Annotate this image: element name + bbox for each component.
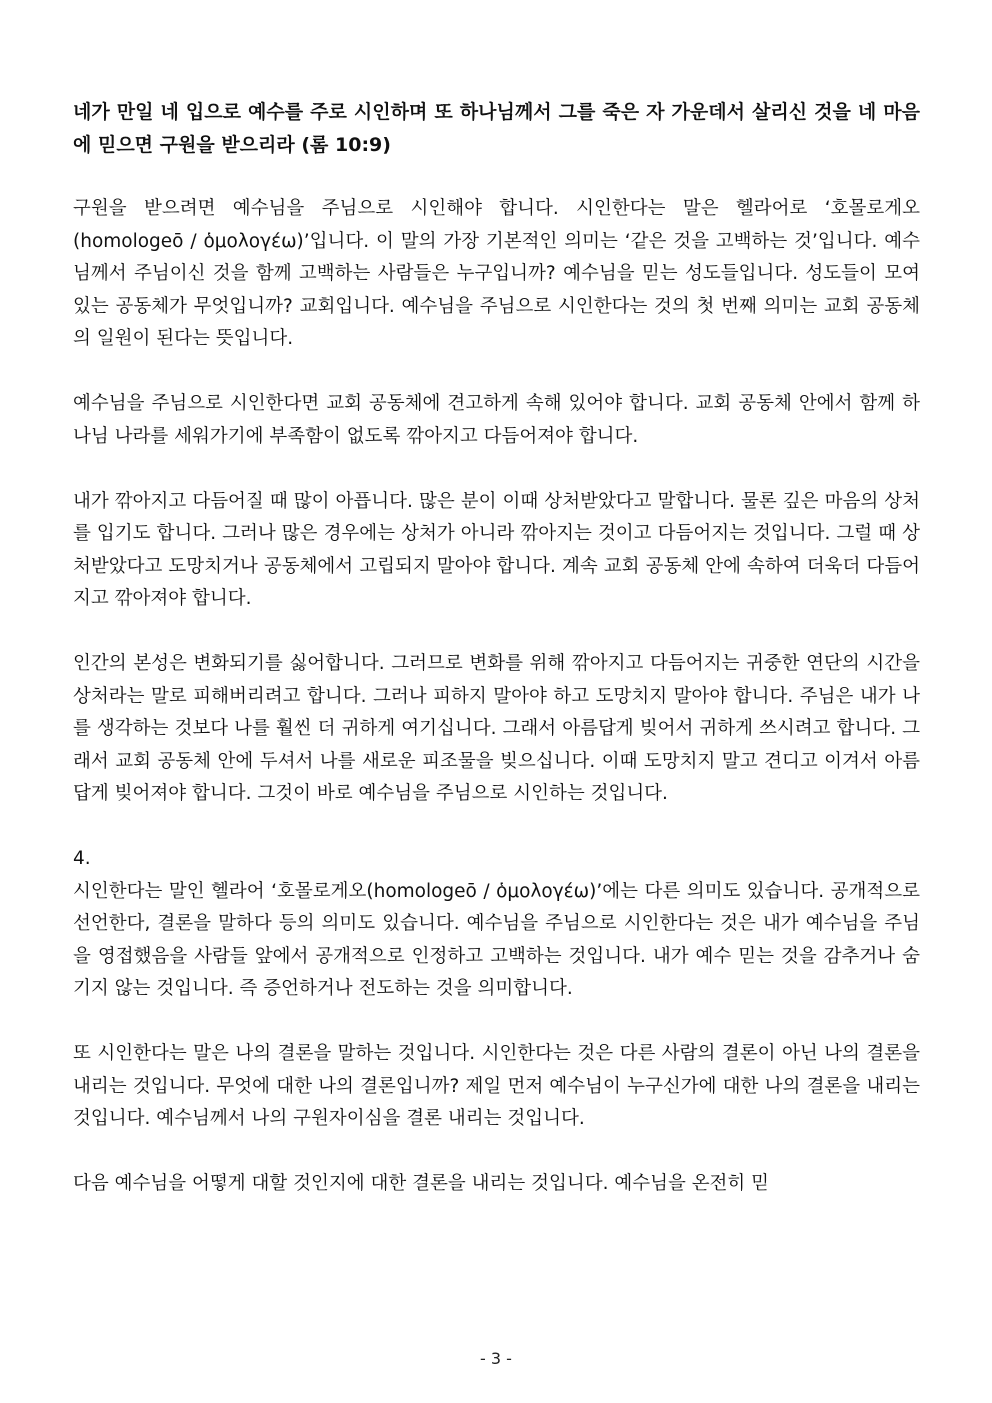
document-page [73,96,920,1201]
paragraph-my-conclusion: 또 시인한다는 말은 나의 결론을 말하는 것입니다. 시인한다는 것은 다른 사람의 결론이 아닌 나의 결론을 내리는 것입니다. 무엇에 대한 나의 결론입니까? 제일 먼저 예수님이 누구신가에 대한 나의 결론을 내리는 것입니다. 예수님께서 나의 구원자이심을 결론 내리는 것입니다. [73,1043,920,1129]
scripture-verse: 네가 만일 네 입으로 예수를 주로 시인하며 또 하나님께서 그를 죽은 자 가운데서 살리신 것을 네 마음에 믿으면 구원을 받으리라 (롬 10:9) [73,101,920,156]
paragraph-human-nature: 인간의 본성은 변화되기를 싫어합니다. 그러므로 변화를 위해 깎아지고 다듬어지는 귀중한 연단의 시간을 상처라는 말로 피해버리려고 합니다. 그러나 피하지 말아야 하고 도망치지 말아야 합니다. 주님은 내가 나를 생각하는 것보다 나를 훨씬 더 귀하게 여기십니다. 그래서 아름답게 빚어서 귀하게 쓰시려고 합니다. 그래서 교회 공동체 안에 두셔서 나를 새로운 피조물을 빚으십니다. 이때 도망치지 말고 견디고 이겨서 아름답게 빚어져야 합니다. 그것이 바로 예수님을 주님으로 시인하는 것입니다. [73,653,920,804]
paragraph-being-shaped: 내가 깎아지고 다듬어질 때 많이 아픕니다. 많은 분이 이때 상처받았다고 말합니다. 물론 깊은 마음의 상처를 입기도 합니다. 그러나 많은 경우에는 상처가 아니라 깎아지는 것이고 다듬어지는 것입니다. 그럴 때 상처받았다고 도망치거나 공동체에서 고립되지 말아야 합니다. 계속 교회 공동체 안에 속하여 더욱더 다듬어지고 깎아져야 합니다. [73,490,920,609]
section-number: 4. [73,848,91,869]
paragraph-confession-meaning: 구원을 받으려면 예수님을 주님으로 시인해야 합니다. 시인한다는 말은 헬라어로 ‘호몰로게오(homologeō / ὁμολογέω)’입니다. 이 말의 가장 기본적인 의미는 ‘같은 것을 고백하는 것’입니다. 예수님께서 주님이신 것을 함께 고백하는 사람들은 누구입니까? 예수님을 믿는 성도들입니다. 성도들이 모여 있는 공동체가 무엇입니까? 교회입니다. 예수님을 주님으로 시인한다는 것의 첫 번째 의미는 교회 공동체의 일원이 된다는 뜻입니다. [73,198,920,349]
paragraph-how-to-treat-jesus: 다음 예수님을 어떻게 대할 것인지에 대한 결론을 내리는 것입니다. 예수님을 온전히 믿 [73,1173,770,1194]
paragraph-public-declaration: 시인한다는 말인 헬라어 ‘호몰로게오(homologeō / ὁμολογέω)’에는 다른 의미도 있습니다. 공개적으로 선언한다, 결론을 말하다 등의 의미도 있습니다. 예수님을 주님으로 시인한다는 것은 내가 예수님을 주님을 영접했음을 사람들 앞에서 공개적으로 인정하고 고백하는 것입니다. 내가 예수 믿는 것을 감추거나 숨기지 않는 것입니다. 즉 증언하거나 전도하는 것을 의미합니다. [73,880,920,999]
paragraph-church-community: 예수님을 주님으로 시인한다면 교회 공동체에 견고하게 속해 있어야 합니다. 교회 공동체 안에서 함께 하나님 나라를 세워가기에 부족함이 없도록 깎아지고 다듬어져야 합니다. [73,393,920,447]
page-number: - 3 - [480,1349,512,1368]
